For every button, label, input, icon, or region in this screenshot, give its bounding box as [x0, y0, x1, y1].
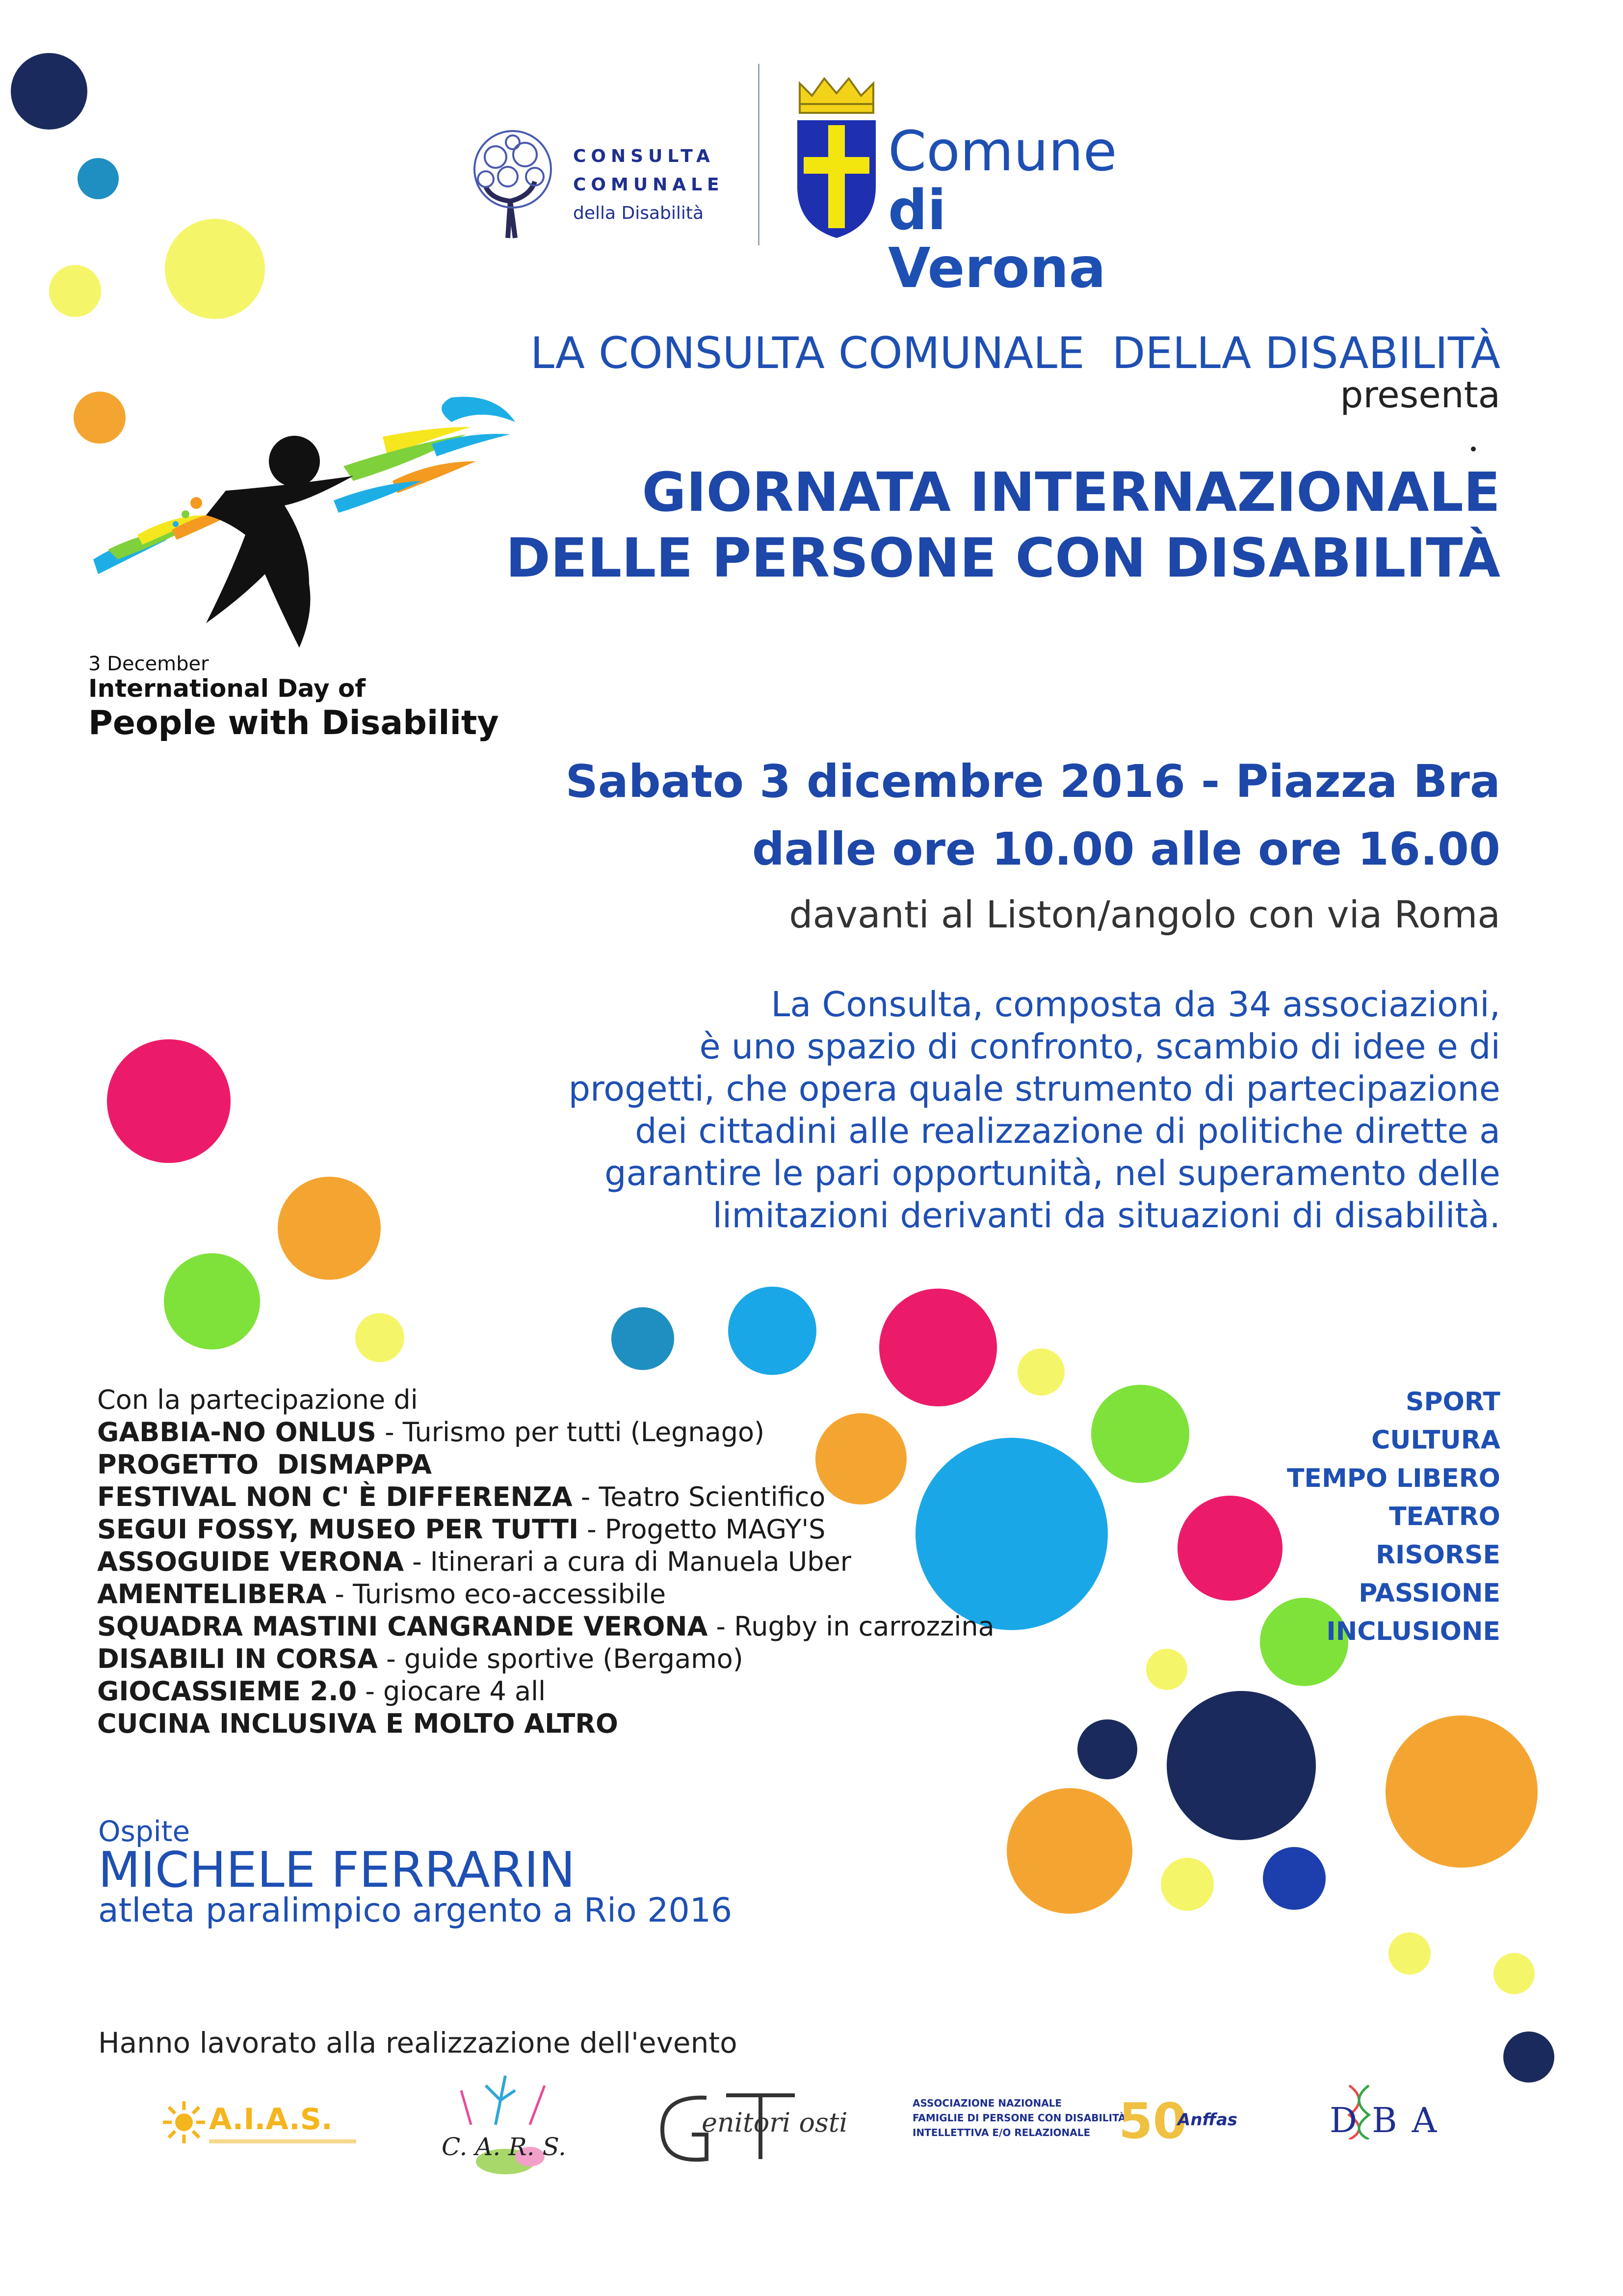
list-item: [97, 1449, 995, 1481]
participant-name: GABBIA-NO ONLUS: [97, 1417, 376, 1448]
cars-figure-icon: [432, 2071, 579, 2179]
list-item: [97, 1708, 995, 1740]
aias-logo-subline: [209, 2139, 356, 2143]
genitori-logo-text: enitori osti: [702, 2107, 848, 2138]
participation-list: [97, 1384, 995, 1740]
dot-yellow: [1493, 1953, 1535, 1994]
list-item: [97, 1675, 995, 1708]
dot-teal: [78, 158, 119, 199]
dot-yellow: [165, 219, 265, 319]
cars-logo-text: C. A. R. S.: [442, 2133, 566, 2161]
sun-icon: [162, 2100, 206, 2144]
participant-detail: - Progetto MAGY'S: [578, 1514, 826, 1545]
dot-navy: [1167, 1691, 1316, 1840]
participant-name: AMENTELIBERA: [97, 1579, 327, 1610]
keyword: INCLUSIONE: [1326, 1617, 1500, 1646]
description-line: La Consulta, composta da 34 associazioni,: [771, 984, 1500, 1025]
keyword: RISORSE: [1375, 1540, 1500, 1570]
participant-name: SQUADRA MASTINI CANGRANDE VERONA: [97, 1611, 708, 1642]
dot-yellow: [1146, 1649, 1187, 1690]
participant-detail: - guide sportive (Bergamo): [378, 1643, 743, 1674]
anffas-line3: INTELLETTIVA E/O RELAZIONALE: [913, 2127, 1091, 2138]
tree-icon: [461, 128, 564, 240]
organizer-line: LA CONSULTA COMUNALE DELLA DISABILITÀ: [530, 328, 1500, 378]
list-item: [97, 1578, 995, 1610]
list-item: [97, 1610, 995, 1643]
keyword: CULTURA: [1371, 1425, 1500, 1455]
guest-label: Ospite: [98, 1815, 190, 1848]
consulta-logo-line1: CONSULTA: [573, 146, 715, 166]
event-hours: dalle ore 10.00 alle ore 16.00: [752, 823, 1500, 875]
dot-blue: [1263, 1847, 1326, 1910]
header-divider: [758, 64, 759, 245]
idpd-line1: International Day of: [88, 674, 366, 703]
comune-logo-line1: Comune: [888, 120, 1117, 184]
dot-magenta: [107, 1039, 231, 1163]
dot-teal: [611, 1307, 674, 1370]
diba-logo-text: DBA: [1330, 2100, 1452, 2140]
consulta-logo-line2: COMUNALE: [573, 175, 724, 195]
keyword: TEATRO: [1389, 1502, 1500, 1531]
comune-logo: [790, 74, 1163, 300]
keywords-list: [1287, 1383, 1500, 1651]
genitori-tosti-logo: [653, 2085, 849, 2169]
description-line: progetti, che opera quale strumento di partecipazione: [568, 1069, 1500, 1109]
dot-yellow: [1388, 1932, 1431, 1975]
participant-name: ASSOGUIDE VERONA: [97, 1546, 404, 1577]
idpd-figure-icon: [79, 388, 530, 648]
dot-yellow: [355, 1313, 404, 1362]
description-line: garantire le pari opportunità, nel superamento delle: [604, 1153, 1500, 1193]
participant-name: FESTIVAL NON C' È DIFFERENZA: [97, 1481, 573, 1512]
cars-logo: [432, 2071, 589, 2179]
participant-detail: - Turismo per tutti (Legnago): [376, 1417, 765, 1448]
aias-logo-text: A.I.A.S.: [209, 2102, 333, 2137]
dot-navy: [11, 53, 87, 130]
list-item: [97, 1513, 995, 1546]
keyword: SPORT: [1406, 1387, 1500, 1417]
diba-logo: [1320, 2081, 1452, 2149]
list-item: [97, 1546, 995, 1578]
dot-cyan: [728, 1287, 816, 1375]
dot-orange: [1007, 1788, 1132, 1914]
anffas-line2: FAMIGLIE DI PERSONE CON DISABILITÀ: [913, 2112, 1126, 2124]
dot-yellow: [1161, 1858, 1214, 1911]
description-line: è uno spazio di confronto, scambio di idee e di: [699, 1027, 1500, 1067]
description-line: limitazioni derivanti da situazioni di disabilità.: [712, 1195, 1500, 1236]
idpd-logo: [79, 388, 545, 770]
dot-magenta: [1178, 1496, 1283, 1601]
participant-name: DISABILI IN CORSA: [97, 1643, 378, 1674]
description-line: dei cittadini alle realizzazione di politiche dirette a: [635, 1111, 1500, 1151]
event-title-line2: DELLE PERSONE CON DISABILITÀ: [505, 527, 1500, 589]
idpd-date: 3 December: [88, 653, 209, 675]
consulta-logo: [461, 128, 736, 250]
idpd-line2: People with Disability: [88, 704, 499, 742]
anffas-50-icon: 50: [1119, 2092, 1187, 2150]
anffas-line1: ASSOCIAZIONE NAZIONALE: [913, 2097, 1062, 2109]
presents-line: presenta: [1340, 374, 1500, 416]
verona-crest-icon: [790, 74, 883, 240]
keyword: TEMPO LIBERO: [1286, 1464, 1500, 1493]
consulta-logo-line3: della Disabilità: [573, 203, 704, 223]
list-item: [97, 1481, 995, 1513]
dot-orange: [1386, 1715, 1538, 1868]
dot-orange: [278, 1177, 381, 1280]
participant-detail: - Itinerari a cura di Manuela Uber: [403, 1546, 851, 1577]
credits-intro: Hanno lavorato alla realizzazione dell'evento: [98, 2026, 737, 2059]
participant-detail: - Turismo eco-accessibile: [326, 1579, 666, 1610]
participant-name: PROGETTO DISMAPPA: [97, 1449, 432, 1480]
participant-name: SEGUI FOSSY, MUSEO PER TUTTI: [97, 1514, 579, 1545]
dot-navy: [1077, 1719, 1137, 1779]
keyword: PASSIONE: [1359, 1579, 1500, 1608]
participant-detail: - Teatro Scientifico: [572, 1481, 826, 1512]
description: [569, 983, 1500, 1237]
anffas-logo: [913, 2092, 1276, 2159]
participant-name: CUCINA INCLUSIVA E MOLTO ALTRO: [97, 1708, 618, 1739]
event-date-place: Sabato 3 dicembre 2016 - Piazza Bra: [565, 755, 1500, 808]
guest-name: MICHELE FERRARIN: [98, 1841, 576, 1899]
event-title-line1: GIORNATA INTERNAZIONALE: [642, 461, 1500, 524]
guest-role: atleta paralimpico argento a Rio 2016: [98, 1891, 733, 1930]
participant-detail: - giocare 4 all: [357, 1676, 546, 1707]
aias-logo: [162, 2095, 368, 2154]
dot-green: [164, 1253, 260, 1349]
event-location: davanti al Liston/angolo con via Roma: [789, 893, 1500, 936]
dot-green: [1091, 1385, 1189, 1483]
list-item: [97, 1643, 995, 1675]
dot-navy: [1503, 2032, 1554, 2083]
comune-logo-line2: di Verona: [888, 179, 1106, 300]
participation-intro: Con la partecipazione di: [97, 1384, 418, 1415]
dot-yellow: [1018, 1348, 1065, 1396]
list-item: [97, 1416, 995, 1449]
dot-yellow: [49, 265, 101, 317]
title-dot: [1471, 447, 1476, 451]
participant-detail: - Rugby in carrozzina: [707, 1611, 995, 1642]
anffas-brand: Anffas: [1178, 2110, 1238, 2130]
participant-name: GIOCASSIEME 2.0: [97, 1676, 357, 1707]
